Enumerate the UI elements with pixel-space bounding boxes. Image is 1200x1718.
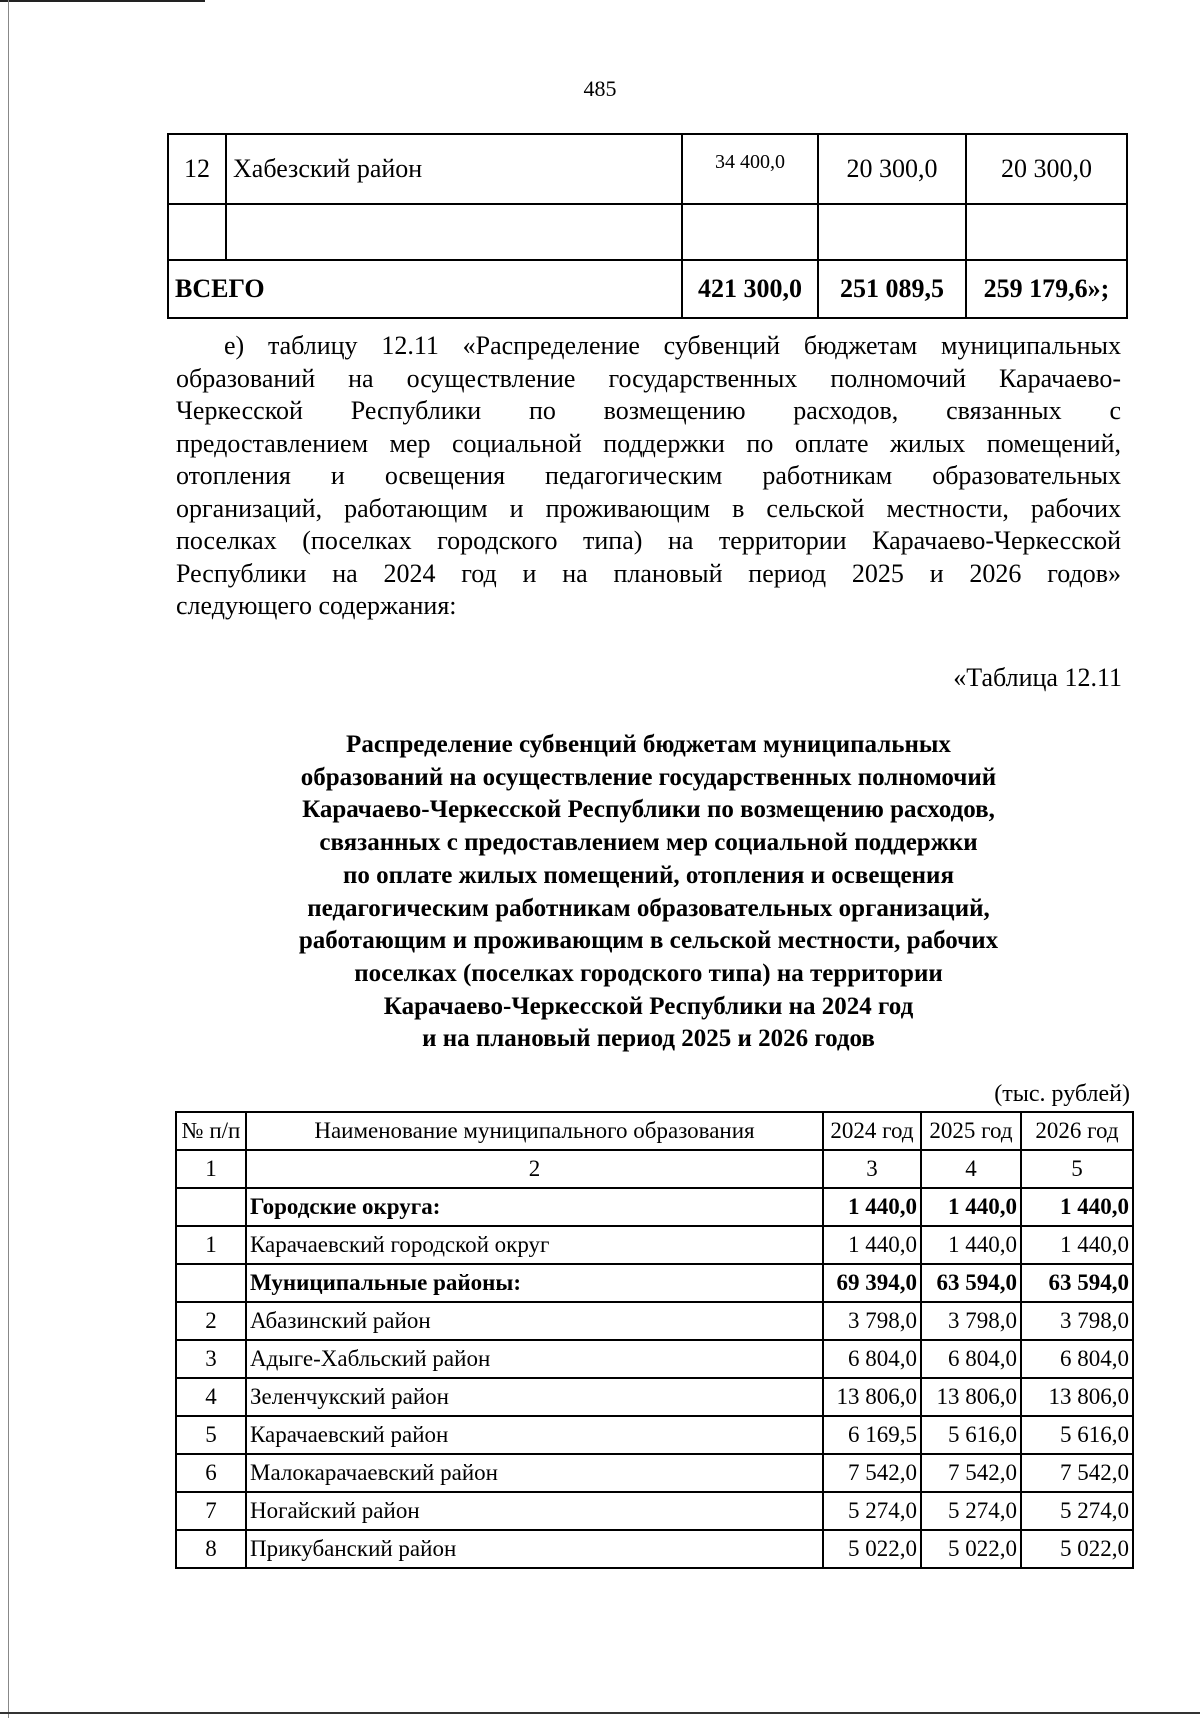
heading-line: Карачаево-Черкесской Республики на 2024 год [383, 992, 914, 1020]
row-number: 1 [176, 1226, 246, 1264]
district-name: Хабезский район [226, 134, 682, 204]
intro-line: организаций, работающим и проживающим в сельской местности, рабочих [176, 493, 1121, 523]
row-number: 8 [176, 1530, 246, 1568]
value-2026: 6 804,0 [1021, 1340, 1133, 1378]
value-2026: 63 594,0 [1021, 1264, 1133, 1302]
value-2025: 5 616,0 [921, 1416, 1021, 1454]
page-number: 485 [583, 76, 617, 101]
heading-line: Карачаево-Черкесской Республики по возмещению расходов, [302, 796, 995, 824]
total-2024: 421 300,0 [682, 260, 818, 318]
value-2024: 1 440,0 [823, 1188, 921, 1226]
value-2025: 20 300,0 [818, 134, 966, 204]
distribution-table [175, 1111, 1134, 1569]
total-label: ВСЕГО [168, 260, 682, 318]
row-number [176, 1264, 246, 1302]
value-2025: 7 542,0 [921, 1454, 1021, 1492]
total-2026: 259 179,6»; [966, 260, 1127, 318]
value-2026: 5 274,0 [1021, 1492, 1133, 1530]
header-2024: 2024 год [823, 1112, 921, 1150]
col-number: 1 [176, 1150, 246, 1188]
table-caption: «Таблица 12.11 [953, 663, 1122, 692]
municipality-name: Ногайский район [246, 1492, 823, 1530]
row-number: 2 [176, 1302, 246, 1340]
table-heading [176, 729, 1121, 1056]
municipality-name: Абазинский район [246, 1302, 823, 1340]
value-2025: 5 274,0 [921, 1492, 1021, 1530]
col-number: 5 [1021, 1150, 1133, 1188]
value-2024: 5 274,0 [823, 1492, 921, 1530]
value-2026: 1 440,0 [1021, 1188, 1133, 1226]
heading-line: и на плановый период 2025 и 2026 годов [422, 1025, 875, 1053]
row-number: 12 [168, 134, 226, 204]
table-row [168, 134, 1127, 204]
value-2024: 13 806,0 [823, 1378, 921, 1416]
empty-row [168, 204, 1127, 260]
value-2024: 34 400,0 [682, 134, 818, 204]
table-row [176, 1454, 1133, 1492]
table-row [176, 1188, 1133, 1226]
value-2026: 1 440,0 [1021, 1226, 1133, 1264]
value-2024: 5 022,0 [823, 1530, 921, 1568]
total-2025: 251 089,5 [818, 260, 966, 318]
table-row [176, 1492, 1133, 1530]
table-row [176, 1378, 1133, 1416]
intro-paragraph [176, 330, 1121, 623]
value-2024: 69 394,0 [823, 1264, 921, 1302]
table-row [176, 1416, 1133, 1454]
table-row [176, 1340, 1133, 1378]
heading-line: Распределение субвенций бюджетам муниципальных [346, 731, 951, 758]
header-2026: 2026 год [1021, 1112, 1133, 1150]
value-2024: 6 804,0 [823, 1340, 921, 1378]
value-2024: 7 542,0 [823, 1454, 921, 1492]
value-2026: 5 616,0 [1021, 1416, 1133, 1454]
table-row [176, 1302, 1133, 1340]
header-num: № п/п [176, 1112, 246, 1150]
scan-edge-bottom [0, 1712, 1200, 1714]
municipality-name: Зеленчукский район [246, 1378, 823, 1416]
municipality-name: Карачаевский район [246, 1416, 823, 1454]
municipality-name: Адыге-Хабльский район [246, 1340, 823, 1378]
value-2025: 63 594,0 [921, 1264, 1021, 1302]
intro-line: отопления и освещения педагогическим работникам образовательных [176, 461, 1121, 490]
intro-line: предоставлением мер социальной поддержки по оплате жилых помещений, [176, 428, 1121, 458]
col-number: 4 [921, 1150, 1021, 1188]
scan-edge-left [8, 0, 9, 1718]
intro-line: следующего содержания: [176, 591, 457, 620]
value-2024: 3 798,0 [823, 1302, 921, 1340]
value-2025: 5 022,0 [921, 1530, 1021, 1568]
heading-line: поселках (поселках городского типа) на территории [354, 959, 943, 987]
header-name: Наименование муниципального образования [246, 1112, 823, 1150]
value-2025: 6 804,0 [921, 1340, 1021, 1378]
heading-line: по оплате жилых помещений, отопления и освещения [343, 861, 954, 889]
scan-edge-top [0, 0, 205, 2]
value-2024: 6 169,5 [823, 1416, 921, 1454]
row-number: 3 [176, 1340, 246, 1378]
value-2025: 1 440,0 [921, 1226, 1021, 1264]
value-2025: 3 798,0 [921, 1302, 1021, 1340]
header-row [176, 1112, 1133, 1150]
value-2025: 13 806,0 [921, 1378, 1021, 1416]
col-number: 2 [246, 1150, 823, 1188]
municipality-name: Муниципальные районы: [246, 1264, 823, 1302]
heading-line: работающим и проживающим в сельской местности, рабочих [298, 927, 999, 955]
table-row [176, 1530, 1133, 1568]
table-row [176, 1226, 1133, 1264]
heading-line: педагогическим работникам образовательных организаций, [307, 894, 990, 922]
units-label: (тыс. рублей) [994, 1081, 1130, 1107]
value-2024: 1 440,0 [823, 1226, 921, 1264]
row-number: 4 [176, 1378, 246, 1416]
value-2026: 13 806,0 [1021, 1378, 1133, 1416]
col-number: 3 [823, 1150, 921, 1188]
value-2026: 5 022,0 [1021, 1530, 1133, 1568]
value-2026: 3 798,0 [1021, 1302, 1133, 1340]
municipality-name: Городские округа: [246, 1188, 823, 1226]
intro-line: образований на осуществление государственных полномочий Карачаево- [176, 363, 1121, 393]
table-row [176, 1264, 1133, 1302]
value-2026: 7 542,0 [1021, 1454, 1133, 1492]
column-number-row [176, 1150, 1133, 1188]
row-number: 6 [176, 1454, 246, 1492]
intro-line: Черкесской Республики по возмещению расходов, связанных с [176, 396, 1121, 425]
row-number [176, 1188, 246, 1226]
municipality-name: Карачаевский городской округ [246, 1226, 823, 1264]
value-2025: 1 440,0 [921, 1188, 1021, 1226]
header-2025: 2025 год [921, 1112, 1021, 1150]
row-number: 5 [176, 1416, 246, 1454]
intro-line: Республики на 2024 год и на плановый период 2025 и 2026 годов» [176, 558, 1121, 588]
intro-line: е) таблицу 12.11 «Распределение субвенций бюджетам муниципальных [224, 331, 1121, 360]
total-row [168, 260, 1127, 318]
row-number: 7 [176, 1492, 246, 1530]
municipality-name: Малокарачаевский район [246, 1454, 823, 1492]
heading-line: образований на осуществление государственных полномочий [300, 763, 997, 791]
heading-line: связанных с предоставлением мер социальной поддержки [319, 829, 978, 857]
table-body [176, 1188, 1133, 1568]
previous-table-tail [167, 133, 1128, 319]
intro-line: поселках (поселках городского типа) на территории Карачаево-Черкесской [176, 526, 1121, 555]
municipality-name: Прикубанский район [246, 1530, 823, 1568]
value-2026: 20 300,0 [966, 134, 1127, 204]
